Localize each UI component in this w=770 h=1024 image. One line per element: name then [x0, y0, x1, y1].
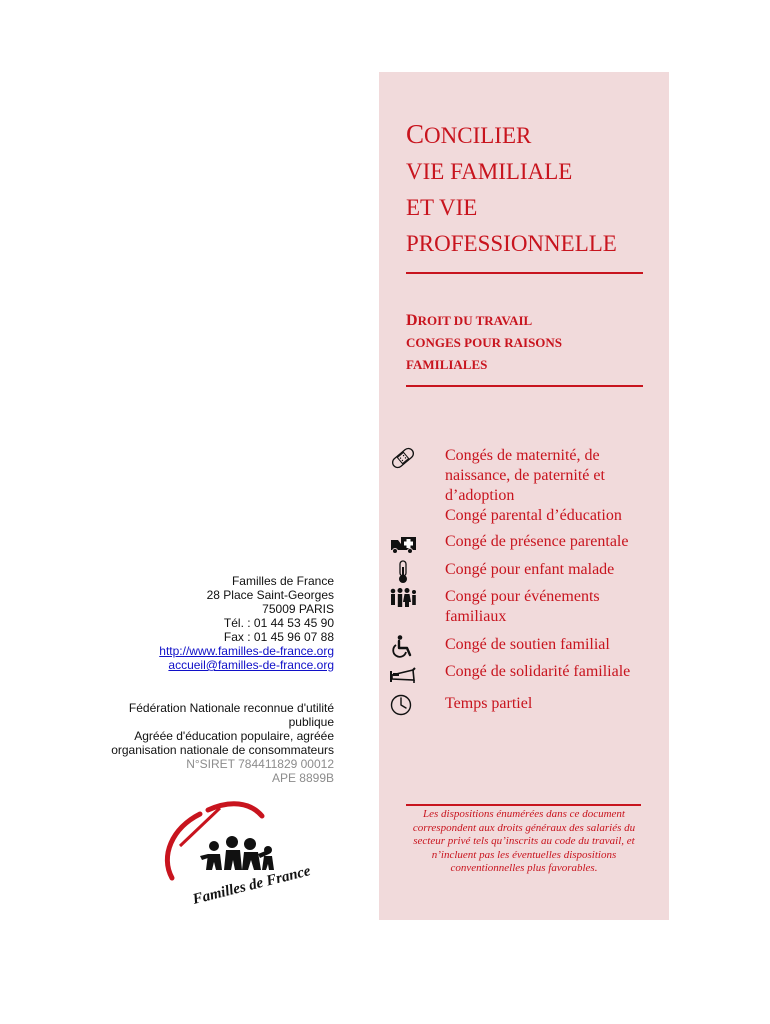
- list-item-label: Congé pour événements familiaux: [445, 588, 600, 625]
- subtitle-line-1: ROIT DU TRAVAIL: [417, 313, 533, 328]
- org-city: 75009 PARIS: [262, 602, 334, 616]
- contact-block: [54, 574, 334, 672]
- subtitle: [406, 310, 562, 376]
- org-address: 28 Place Saint-Georges: [206, 588, 334, 602]
- federation-line-2: publique: [288, 715, 334, 729]
- title-line-2: VIE FAMILIALE: [406, 159, 573, 184]
- logo-text: Familles de France: [191, 863, 313, 908]
- federation-line-3: Agréée d'éducation populaire, agréée: [134, 729, 334, 743]
- bandage-icon: [389, 446, 417, 470]
- wheelchair-icon: [389, 635, 417, 659]
- website-link[interactable]: http://www.familles-de-france.org: [159, 644, 334, 658]
- title-line-4: PROFESSIONNELLE: [406, 231, 617, 256]
- clock-icon: [389, 694, 417, 718]
- org-phone: Tél. : 01 44 53 45 90: [223, 616, 334, 630]
- list-item-label: Temps partiel: [445, 695, 533, 712]
- title-line-3: ET VIE: [406, 195, 478, 220]
- disclaimer-text: Les dispositions énumérées dans ce document correspondent aux droits généraux des salariés du secteur privé tels qu’inscrits au code du travail, et n’incluent pas les éventuelles dispositions conventionnelles plus favorables.: [412, 808, 636, 874]
- list-item-label: Congé de solidarité familiale: [445, 663, 631, 680]
- federation-block: [54, 701, 334, 785]
- title-line-1: ONCILIER: [424, 123, 532, 148]
- bed-icon: [389, 662, 417, 686]
- ape-code: APE 8899B: [271, 771, 334, 785]
- federation-line-1: Fédération Nationale reconnue d'utilité: [128, 701, 334, 715]
- list-item-label: Congé de présence parentale: [445, 533, 629, 550]
- list-item-label: Congés de maternité, de naissance, de paternité et d’adoption Congé parental d’éducation: [445, 447, 622, 524]
- familles-de-france-logo: [150, 796, 330, 916]
- federation-line-4: organisation nationale de consommateurs: [111, 743, 334, 757]
- siret-number: N°SIRET 784411829 00012: [186, 757, 334, 771]
- subtitle-line-2: CONGES POUR RAISONS: [406, 335, 563, 350]
- list-item-label: Congé de soutien familial: [445, 636, 610, 653]
- org-name: Familles de France: [231, 574, 334, 588]
- family-icon: [389, 587, 417, 611]
- thermometer-icon: [389, 560, 417, 584]
- ambulance-icon: [389, 532, 417, 556]
- title-cap: C: [406, 119, 425, 149]
- email-link[interactable]: accueil@familles-de-france.org: [168, 658, 334, 672]
- list-item-label: Congé pour enfant malade: [445, 561, 615, 578]
- subtitle-divider: [406, 385, 643, 387]
- page-title: [406, 116, 617, 262]
- org-fax: Fax : 01 45 96 07 88: [223, 630, 334, 644]
- disclaimer-divider: [406, 804, 641, 806]
- title-divider: [406, 272, 643, 274]
- subtitle-line-3: FAMILIALES: [406, 357, 488, 372]
- subtitle-cap: D: [406, 312, 418, 329]
